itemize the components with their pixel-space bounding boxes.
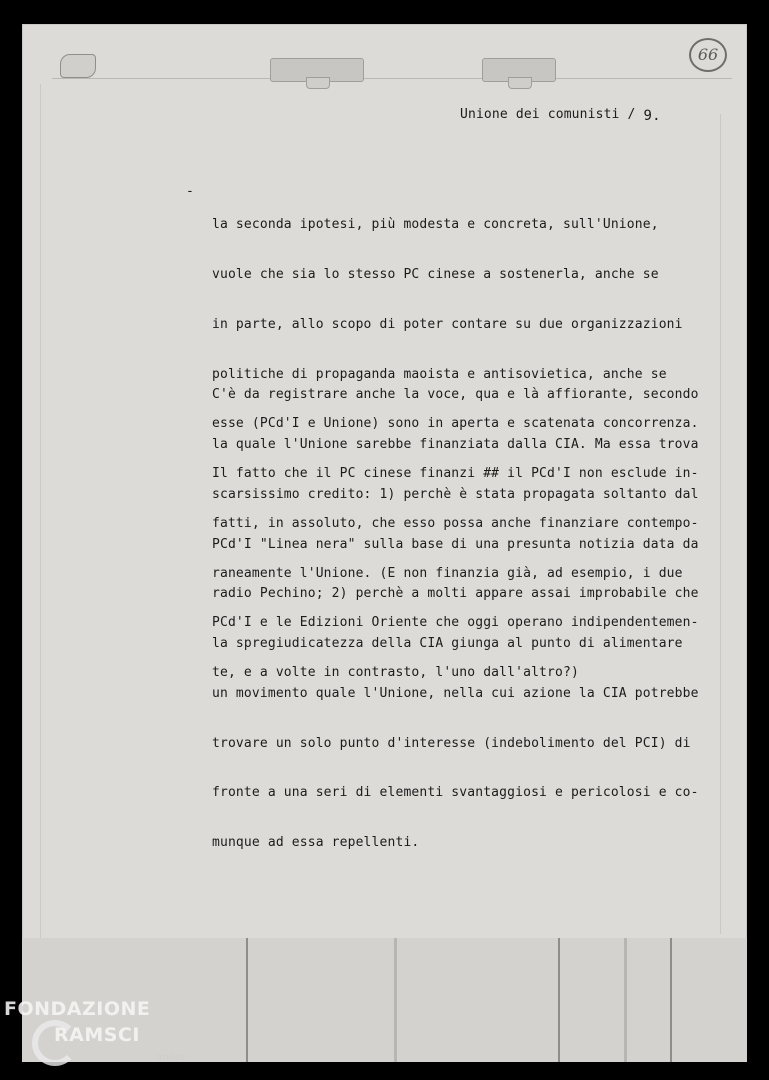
page-header: [460, 106, 661, 123]
watermark-line-1: FONDAZIONE: [4, 998, 151, 1020]
bullet-dash: -: [186, 184, 194, 199]
strip-divider: [558, 938, 560, 1062]
text-line: la seconda ipotesi, più modesta e concreta, sull'Unione,: [212, 217, 659, 233]
text-line: la quale l'Unione sarebbe finanziata dalla CIA. Ma essa trova: [212, 436, 699, 452]
text-line: raneamente l'Unione. (E non finanzia già, ad esempio, i due: [212, 565, 683, 581]
strip-divider: [246, 938, 248, 1062]
corner-clip-mark: [60, 54, 96, 78]
header-title: Unione dei comunisti /: [460, 107, 636, 122]
text-line: Il fatto che il PC cinese finanzi ## il PCd'I non esclude in-: [212, 466, 699, 482]
text-line: la spregiudicatezza della CIA giunga al punto di alimentare: [212, 636, 683, 652]
text-line: scarsissimo credito: 1) perchè è stata propagata soltanto dal: [212, 486, 699, 502]
left-margin-line: [40, 84, 41, 944]
text-line: esse (PCd'I e Unione) sono in aperta e scatenata concorrenza.: [212, 416, 699, 432]
text-line: PCd'I "Linea nera" sulla base di una presunta notizia data da: [212, 536, 699, 552]
right-margin-line: [720, 114, 721, 934]
text-line: trovare un solo punto d'interesse (indebolimento del PCI) di: [212, 735, 691, 751]
text-line: vuole che sia lo stesso PC cinese a sostenerla, anche se: [212, 266, 659, 282]
paragraph-2: [212, 354, 699, 885]
text-line: PCd'I e le Edizioni Oriente che oggi operano indipendentemen-: [212, 615, 699, 631]
text-line: munque ad essa repellenti.: [212, 835, 420, 851]
text-line: un movimento quale l'Unione, nella cui azione la CIA potrebbe: [212, 685, 699, 701]
binder-clip-left: [270, 58, 364, 82]
text-line: politiche di propaganda maoista e antisovietica, anche se: [212, 366, 667, 382]
text-line: radio Pechino; 2) perchè a molti appare assai improbabile che: [212, 586, 699, 602]
strip-divider: [394, 938, 397, 1062]
fondazione-gramsci-watermark: [4, 998, 204, 1078]
strip-divider: [624, 938, 627, 1062]
text-line: te, e a volte in contrasto, l'uno dall'altro?): [212, 665, 579, 681]
text-line: in parte, allo scopo di poter contare su due organizzazioni: [212, 316, 683, 332]
handwritten-page-number: 66: [689, 38, 727, 72]
text-line: C'è da registrare anche la voce, qua e là affiorante, secondo: [212, 387, 699, 403]
watermark-line-2: RAMSCI: [54, 1024, 140, 1046]
binder-clip-right: [482, 58, 556, 82]
document-page: [22, 24, 747, 1062]
header-page-number: 9.: [643, 108, 661, 124]
strip-divider: [670, 938, 672, 1062]
watermark-line-3: onlus: [156, 1052, 186, 1063]
top-scan-band: [52, 52, 732, 79]
text-line: fatti, in assoluto, che esso possa anche finanziare contempo-: [212, 515, 699, 531]
text-line: fronte a una seri di elementi svantaggiosi e pericolosi e co-: [212, 785, 699, 801]
